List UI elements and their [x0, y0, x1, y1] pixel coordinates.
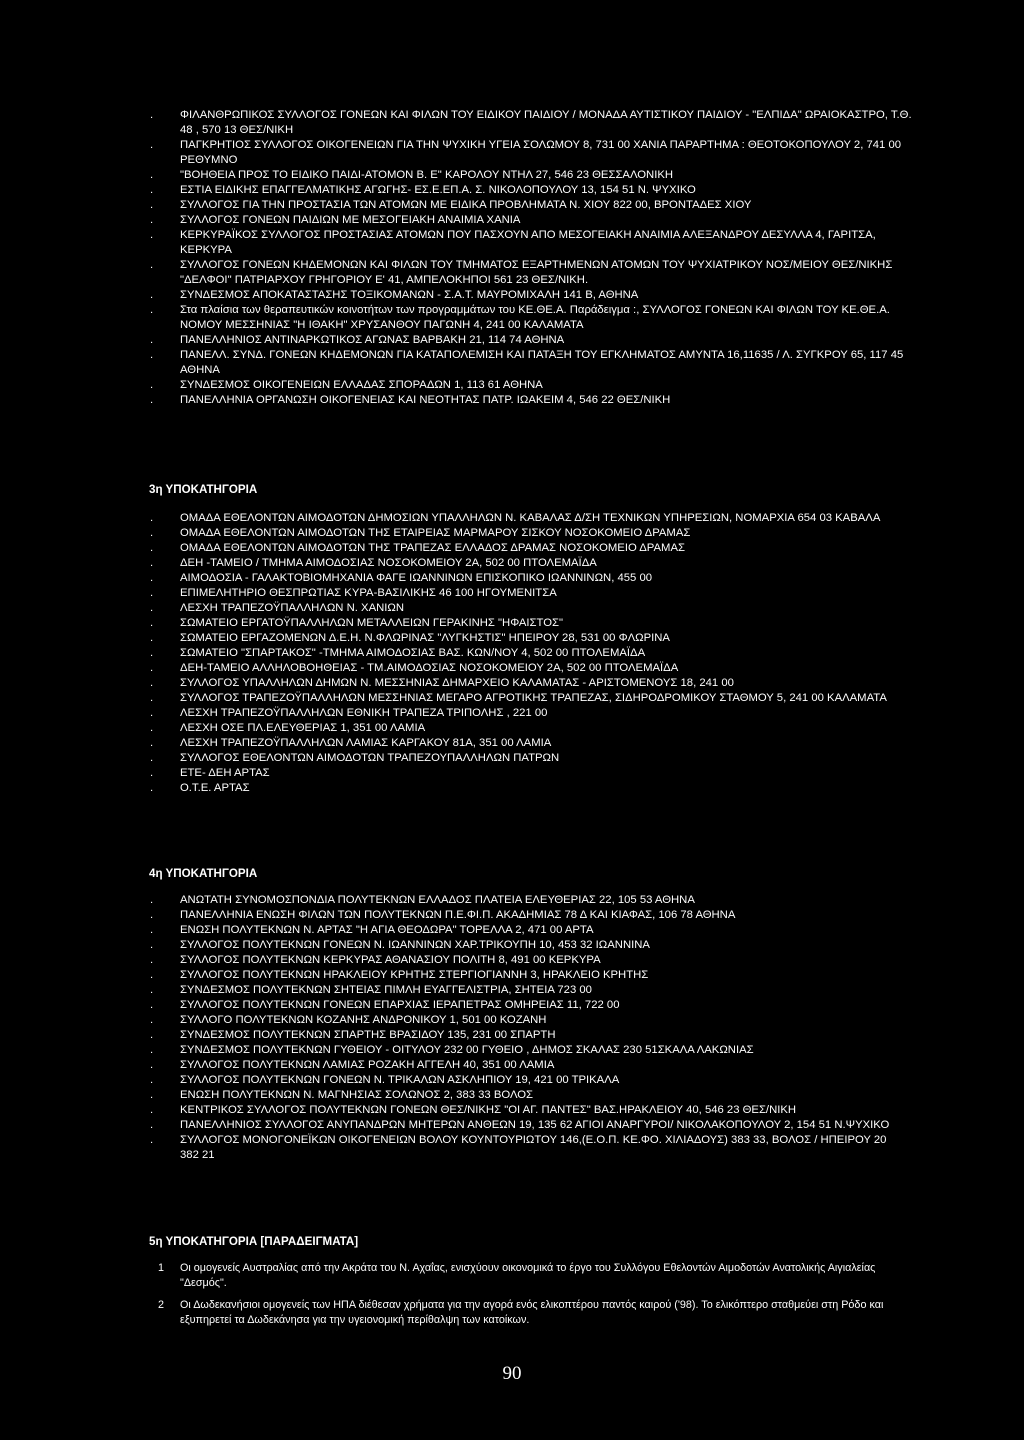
list-item-text: ΠΑΝΕΛΛΗΝΙΟΣ ΑΝΤΙΝΑΡΚΩΤΙΚΟΣ ΑΓΩΝΑΣ ΒΑΡΒΑΚΗ 21, 114 74 ΑΘΗΝΑ: [180, 334, 565, 346]
list-item-text: ΣΩΜΑΤΕΙΟ ΕΡΓΑΖΟΜΕΝΩΝ Δ.Ε.Η. Ν.ΦΛΩΡΙΝΑΣ "ΛΥΓΚΗΣΤΙΣ" ΗΠΕΙΡΟΥ 28, 531 00 ΦΛΩΡΙΝΑ: [180, 632, 670, 644]
list-item-text: ΔΕΗ-ΤΑΜΕΙΟ ΑΛΛΗΛΟΒΟΗΘΕΙΑΣ - ΤΜ.ΑΙΜΟΔΟΣΙΑΣ ΝΟΣΟΚΟΜΕΙΟΥ 2Α, 502 00 ΠΤΟΛΕΜΑΪΔΑ: [180, 662, 679, 674]
list-item-text: Ο.Τ.Ε. ΑΡΤΑΣ: [180, 782, 250, 794]
list-item-text: ΣΥΛΛΟΓΟΣ ΠΟΛΥΤΕΚΝΩΝ ΓΟΝΕΩΝ Ν. ΤΡΙΚΑΛΩΝ ΑΣΚΛΗΠΙΟΥ 19, 421 00 ΤΡΙΚΑΛΑ: [180, 1074, 620, 1086]
organization-list-category-3: [0, 511, 1024, 796]
list-item-text: ΣΥΛΛΟΓΟΣ ΥΠΑΛΛΗΛΩΝ ΔΗΜΩΝ Ν. ΜΕΣΣΗΝΙΑΣ ΔΗΜΑΡΧΕΙΟ ΚΑΛΑΜΑΤΑΣ - ΑΡΙΣΤΟΜΕΝΟΥΣ 18, 241 00: [180, 677, 734, 689]
list-item-text: ΑΙΜΟΔΟΣΙΑ - ΓΑΛΑΚΤΟΒΙΟΜΗΧΑΝΙΑ ΦΑΓΕ ΙΩΑΝΝΙΝΩΝ ΕΠΙΣΚΟΠΙΚΟ ΙΩΑΝΝΙΝΩΝ, 455 00: [180, 572, 653, 584]
list-item: [0, 1028, 1024, 1043]
list-item-text: ΣΥΛΛΟΓΟΣ ΕΘΕΛΟΝΤΩΝ ΑΙΜΟΔΟΤΩΝ ΤΡΑΠΕΖΟΥΠΑΛΛΗΛΩΝ ΠΑΤΡΩΝ: [180, 752, 560, 764]
bullet-icon: .: [150, 259, 154, 271]
bullet-icon: .: [150, 1044, 154, 1056]
list-item-text: ΛΕΣΧΗ ΤΡΑΠΕΖΟΫΠΑΛΛΗΛΩΝ ΛΑΜΙΑΣ ΚΑΡΓΑΚΟΥ 81Α, 351 00 ΛΑΜΙΑ: [180, 737, 552, 749]
list-item: [0, 108, 1024, 138]
list-item: [0, 348, 1024, 378]
list-item: [0, 736, 1024, 751]
list-item: [0, 1088, 1024, 1103]
list-item: [0, 213, 1024, 228]
list-item: [0, 721, 1024, 736]
list-item: [0, 288, 1024, 303]
list-item-text: ΦΙΛΑΝΘΡΩΠΙΚΟΣ ΣΥΛΛΟΓΟΣ ΓΟΝΕΩΝ ΚΑΙ ΦΙΛΩΝ ΤΟΥ ΕΙΔΙΚΟΥ ΠΑΙΔΙΟΥ / ΜΟΝΑΔΑ ΑΥΤΙΣΤΙΚΟΥ ΠΑΙΔΙΟΥ - "ΕΛΠΙΔΑ" ΩΡΑΙΟΚΑΣΤΡΟ, Τ.Θ. 48 , 570 13 ΘΕΣ/ΝΙΚΗ: [180, 109, 912, 136]
list-item-text: ΣΥΛΛΟΓΟΣ ΓΟΝΕΩΝ ΠΑΙΔΙΩΝ ΜΕ ΜΕΣΟΓΕΙΑΚΗ ΑΝΑΙΜΙΑ ΧΑΝΙΑ: [180, 214, 521, 226]
list-item-text: ΣΥΛΛΟΓΟΣ ΓΟΝΕΩΝ ΚΗΔΕΜΟΝΩΝ ΚΑΙ ΦΙΛΩΝ ΤΟΥ ΤΜΗΜΑΤΟΣ ΕΞΑΡΤΗΜΕΝΩΝ ΑΤΟΜΩΝ ΤΟΥ ΨΥΧΙΑΤΡΙΚΟΥ ΝΟΣ/ΜΕΙΟΥ ΘΕΣ/ΝΙΚΗΣ "ΔΕΛΦΟΙ" ΠΑΤΡΙΑΡΧΟΥ ΓΡΗΓΟΡΙΟΥ Ε' 41, ΑΜΠΕΛΟΚΗΠΟΙ 561 23 ΘΕΣ/ΝΙΚΗ.: [180, 259, 893, 286]
bullet-icon: .: [150, 647, 154, 659]
list-item: [0, 1133, 1024, 1163]
bullet-icon: .: [150, 984, 154, 996]
list-item: [0, 983, 1024, 998]
bullet-icon: .: [150, 1074, 154, 1086]
list-item: [0, 228, 1024, 258]
list-item-text: ΕΠΙΜΕΛΗΤΗΡΙΟ ΘΕΣΠΡΩΤΙΑΣ ΚΥΡΑ-ΒΑΣΙΛΙΚΗΣ 46 100 ΗΓΟΥΜΕΝΙΤΣΑ: [180, 587, 557, 599]
page-number: 90: [502, 1363, 522, 1384]
bullet-icon: .: [150, 707, 154, 719]
example-item: [0, 1261, 1024, 1291]
list-item: [0, 631, 1024, 646]
list-item-text: ΟΜΑΔΑ ΕΘΕΛΟΝΤΩΝ ΑΙΜΟΔΟΤΩΝ ΤΗΣ ΤΡΑΠΕΖΑΣ ΕΛΛΑΔΟΣ ΔΡΑΜΑΣ ΝΟΣΟΚΟΜΕΙΟ ΔΡΑΜΑΣ: [180, 542, 685, 554]
bullet-icon: .: [150, 677, 154, 689]
bullet-icon: .: [150, 572, 154, 584]
bullet-icon: .: [150, 722, 154, 734]
list-item: [0, 541, 1024, 556]
example-text: Οι ομογενείς Αυστραλίας από την Ακράτα του Ν. Αχαΐας, ενισχύουν οικονομικά το έργο του Συλλόγου Εθελοντών Αιμοδοτών Ανατολικής Αιγιαλείας "Δεσμός".: [180, 1262, 876, 1289]
list-item: [0, 646, 1024, 661]
list-item-text: ΣΩΜΑΤΕΙΟ "ΣΠΑΡΤΑΚΟΣ" -ΤΜΗΜΑ ΑΙΜΟΔΟΣΙΑΣ ΒΑΣ. ΚΩΝ/ΝΟΥ 4, 502 00 ΠΤΟΛΕΜΑΪΔΑ: [180, 647, 646, 659]
bullet-icon: .: [150, 969, 154, 981]
bullet-icon: .: [150, 542, 154, 554]
list-item: [0, 571, 1024, 586]
list-item: [0, 168, 1024, 183]
list-item-text: ΣΥΛΛΟΓΟΣ ΠΟΛΥΤΕΚΝΩΝ ΗΡΑΚΛΕΙΟΥ ΚΡΗΤΗΣ ΣΤΕΡΓΙΟΓΙΑΝΝΗ 3, ΗΡΑΚΛΕΙΟ ΚΡΗΤΗΣ: [180, 969, 649, 981]
bullet-icon: .: [150, 692, 154, 704]
list-item: [0, 893, 1024, 908]
heading-category-4: 4η ΥΠΟΚΑΤΗΓΟΡΙΑ: [149, 867, 258, 880]
list-item: [0, 393, 1024, 408]
list-item: [0, 706, 1024, 721]
list-item: [0, 198, 1024, 213]
bullet-icon: .: [150, 169, 154, 181]
list-item: [0, 781, 1024, 796]
bullet-icon: .: [150, 924, 154, 936]
bullet-icon: .: [150, 894, 154, 906]
list-item: [0, 1058, 1024, 1073]
bullet-icon: .: [150, 349, 154, 361]
list-item: [0, 751, 1024, 766]
list-item: [0, 998, 1024, 1013]
list-item: [0, 1073, 1024, 1088]
list-item-text: ΑΝΩΤΑΤΗ ΣΥΝΟΜΟΣΠΟΝΔΙΑ ΠΟΛΥΤΕΚΝΩΝ ΕΛΛΑΔΟΣ ΠΛΑΤΕΙΑ ΕΛΕΥΘΕΡΙΑΣ 22, 105 53 ΑΘΗΝΑ: [180, 894, 695, 906]
bullet-icon: .: [150, 767, 154, 779]
list-item-text: ΠΑΝΕΛΛ. ΣΥΝΔ. ΓΟΝΕΩΝ ΚΗΔΕΜΟΝΩΝ ΓΙΑ ΚΑΤΑΠΟΛΕΜΙΣΗ ΚΑΙ ΠΑΤΑΞΗ ΤΟΥ ΕΓΚΛΗΜΑΤΟΣ ΑΜΥΝΤΑ 16,11635 / Λ. ΣΥΓΚΡΟΥ 65, 117 45 ΑΘΗΝΑ: [180, 349, 904, 376]
bullet-icon: .: [150, 587, 154, 599]
bullet-icon: .: [150, 527, 154, 539]
bullet-icon: .: [150, 602, 154, 614]
bullet-icon: .: [150, 1104, 154, 1116]
bullet-icon: .: [150, 999, 154, 1011]
bullet-icon: .: [150, 1119, 154, 1131]
bullet-icon: .: [150, 214, 154, 226]
list-item-text: ΣΥΛΛΟΓΟΣ ΜΟΝΟΓΟΝΕΪΚΩΝ ΟΙΚΟΓΕΝΕΙΩΝ ΒΟΛΟΥ ΚΟΥΝΤΟΥΡΙΩΤΟΥ 146,(Ε.Ο.Π. ΚΕ.ΦΟ. ΧΙΛΙΑΔΟΥΣ) 383 33, ΒΟΛΟΣ / ΗΠΕΙΡΟΥ 20 382 21: [180, 1134, 887, 1161]
list-item: [0, 138, 1024, 168]
list-item-text: ΕΝΩΣΗ ΠΟΛΥΤΕΚΝΩΝ Ν. ΑΡΤΑΣ "Η ΑΓΙΑ ΘΕΟΔΩΡΑ" ΤΟΡΕΛΛΑ 2, 471 00 ΑΡΤΑ: [180, 924, 594, 936]
list-item-text: ΣΥΛΛΟΓΟΣ ΠΟΛΥΤΕΚΝΩΝ ΓΟΝΕΩΝ ΕΠΑΡΧΙΑΣ ΙΕΡΑΠΕΤΡΑΣ ΟΜΗΡΕΙΑΣ 11, 722 00: [180, 999, 620, 1011]
bullet-icon: .: [150, 1089, 154, 1101]
list-item-text: ΣΥΛΛΟΓΟΣ ΠΟΛΥΤΕΚΝΩΝ ΛΑΜΙΑΣ ΡΟΖΑΚΗ ΑΓΓΕΛΗ 40, 351 00 ΛΑΜΙΑ: [180, 1059, 555, 1071]
list-item-text: ΠΑΝΕΛΛΗΝΙΟΣ ΣΥΛΛΟΓΟΣ ΑΝΥΠΑΝΔΡΩΝ ΜΗΤΕΡΩΝ ΑΝΘΕΩΝ 19, 135 62 ΑΓΙΟΙ ΑΝΑΡΓΥΡΟΙ/ ΝΙΚΟΛΑΚΟΠΟΥΛΟΥ 2, 154 51 Ν.ΨΥΧΙΚΟ: [180, 1119, 890, 1131]
list-item-text: ΚΕΡΚΥΡΑΪΚΟΣ ΣΥΛΛΟΓΟΣ ΠΡΟΣΤΑΣΙΑΣ ΑΤΟΜΩΝ ΠΟΥ ΠΑΣΧΟΥΝ ΑΠΟ ΜΕΣΟΓΕΙΑΚΗ ΑΝΑΙΜΙΑ ΑΛΕΞΑΝΔΡΟΥ ΔΕΣΥΛΛΑ 4, ΓΑΡΙΤΣΑ, ΚΕΡΚΥΡΑ: [180, 229, 876, 256]
list-item: [0, 601, 1024, 616]
list-item: [0, 923, 1024, 938]
list-item: [0, 661, 1024, 676]
list-item-text: ΠΑΝΕΛΛΗΝΙΑ ΟΡΓΑΝΩΣΗ ΟΙΚΟΓΕΝΕΙΑΣ ΚΑΙ ΝΕΟΤΗΤΑΣ ΠΑΤΡ. ΙΩΑΚΕΙΜ 4, 546 22 ΘΕΣ/ΝΙΚΗ: [180, 394, 671, 406]
section-top: [0, 108, 1024, 408]
list-item: [0, 676, 1024, 691]
list-item: [0, 968, 1024, 983]
bullet-icon: .: [150, 782, 154, 794]
bullet-icon: .: [150, 752, 154, 764]
bullet-icon: .: [150, 1014, 154, 1026]
bullet-icon: .: [150, 662, 154, 674]
list-item-text: ΕΣΤΙΑ ΕΙΔΙΚΗΣ ΕΠΑΓΓΕΛΜΑΤΙΚΗΣ ΑΓΩΓΗΣ- ΕΣ.Ε.ΕΠ.Α. Σ. ΝΙΚΟΛΟΠΟΥΛΟΥ 13, 154 51 Ν. ΨΥΧΙΚΟ: [180, 184, 696, 196]
list-item: [0, 1013, 1024, 1028]
list-item-text: ΔΕΗ -ΤΑΜΕΙΟ / ΤΜΗΜΑ ΑΙΜΟΔΟΣΙΑΣ ΝΟΣΟΚΟΜΕΙΟΥ 2Α, 502 00 ΠΤΟΛΕΜΑΪΔΑ: [180, 557, 597, 569]
list-item-text: ΠΑΓΚΡΗΤΙΟΣ ΣΥΛΛΟΓΟΣ ΟΙΚΟΓΕΝΕΙΩΝ ΓΙΑ ΤΗΝ ΨΥΧΙΚΗ ΥΓΕΙΑ ΣΟΛΩΜΟΥ 8, 731 00 ΧΑΝΙΑ ΠΑΡΑΡΤΗΜΑ : ΘΕΟΤΟΚΟΠΟΥΛΟΥ 2, 741 00 ΡΕΘΥΜΝΟ: [180, 139, 902, 166]
bullet-icon: .: [150, 617, 154, 629]
bullet-icon: .: [150, 1134, 154, 1146]
list-item: [0, 556, 1024, 571]
bullet-icon: .: [150, 199, 154, 211]
list-item-text: ΣΥΝΔΕΣΜΟΣ ΠΟΛΥΤΕΚΝΩΝ ΓΥΘΕΙΟΥ - ΟΙΤΥΛΟΥ 232 00 ΓΥΘΕΙΟ , ΔΗΜΟΣ ΣΚΑΛΑΣ 230 51ΣΚΑΛΑ ΛΑΚΩΝΙΑΣ: [180, 1044, 754, 1056]
list-item: [0, 953, 1024, 968]
list-item: [0, 938, 1024, 953]
list-item-text: ΣΥΝΔΕΣΜΟΣ ΠΟΛΥΤΕΚΝΩΝ ΣΗΤΕΙΑΣ ΠΙΜΛΗ ΕΥΑΓΓΕΛΙΣΤΡΙΑ, ΣΗΤΕΙΑ 723 00: [180, 984, 592, 996]
bullet-icon: .: [150, 334, 154, 346]
bullet-icon: .: [150, 1029, 154, 1041]
list-item-text: ΣΥΛΛΟΓΟΣ ΤΡΑΠΕΖΟΫΠΑΛΛΗΛΩΝ ΜΕΣΣΗΝΙΑΣ ΜΕΓΑΡΟ ΑΓΡΟΤΙΚΗΣ ΤΡΑΠΕΖΑΣ, ΣΙΔΗΡΟΔΡΟΜΙΚΟΥ ΣΤΑΘΜΟΥ 5, 241 00 ΚΑΛΑΜΑΤΑ: [180, 692, 887, 704]
list-item-text: ΣΥΝΔΕΣΜΟΣ ΑΠΟΚΑΤΑΣΤΑΣΗΣ ΤΟΞΙΚΟΜΑΝΩΝ - Σ.Α.Τ. ΜΑΥΡΟΜΙΧΑΛΗ 141 Β, ΑΘΗΝΑ: [180, 289, 639, 301]
bullet-icon: .: [150, 737, 154, 749]
bullet-icon: .: [150, 394, 154, 406]
example-number: 2: [158, 1299, 165, 1311]
list-item-text: ΣΥΛΛΟΓΟ ΠΟΛΥΤΕΚΝΩΝ ΚΟΖΑΝΗΣ ΑΝΔΡΟΝΙΚΟΥ 1, 501 00 ΚΟΖΑΝΗ: [180, 1014, 547, 1026]
list-item: [0, 1103, 1024, 1118]
bullet-icon: .: [150, 954, 154, 966]
list-item: [0, 691, 1024, 706]
bullet-icon: .: [150, 512, 154, 524]
bullet-icon: .: [150, 289, 154, 301]
list-item: [0, 586, 1024, 601]
bullet-icon: .: [150, 1059, 154, 1071]
list-item-text: ΕΝΩΣΗ ΠΟΛΥΤΕΚΝΩΝ Ν. ΜΑΓΝΗΣΙΑΣ ΣΟΛΩΝΟΣ 2, 383 33 ΒΟΛΟΣ: [180, 1089, 534, 1101]
list-item-text: ΣΥΛΛΟΓΟΣ ΓΙΑ ΤΗΝ ΠΡΟΣΤΑΣΙΑ ΤΩΝ ΑΤΟΜΩΝ ΜΕ ΕΙΔΙΚΑ ΠΡΟΒΛΗΜΑΤΑ Ν. ΧΙΟΥ 822 00, ΒΡΟΝΤΑΔΕΣ ΧΙΟΥ: [180, 199, 752, 211]
bullet-icon: .: [150, 139, 154, 151]
bullet-icon: .: [150, 304, 154, 316]
list-item-text: ΚΕΝΤΡΙΚΟΣ ΣΥΛΛΟΓΟΣ ΠΟΛΥΤΕΚΝΩΝ ΓΟΝΕΩΝ ΘΕΣ/ΝΙΚΗΣ "ΟΙ ΑΓ. ΠΑΝΤΕΣ" ΒΑΣ.ΗΡΑΚΛΕΙΟΥ 40, 546 23 ΘΕΣ/ΝΙΚΗ: [180, 1104, 797, 1116]
organization-list-top: [0, 108, 1024, 408]
list-item-text: ΣΥΛΛΟΓΟΣ ΠΟΛΥΤΕΚΝΩΝ ΓΟΝΕΩΝ Ν. ΙΩΑΝΝΙΝΩΝ ΧΑΡ.ΤΡΙΚΟΥΠΗ 10, 453 32 ΙΩΑΝΝΙΝΑ: [180, 939, 650, 951]
list-item: [0, 616, 1024, 631]
bullet-icon: .: [150, 557, 154, 569]
list-item: [0, 1043, 1024, 1058]
organization-list-category-4: [0, 893, 1024, 1163]
example-item: [0, 1298, 1024, 1328]
list-item-text: ΣΥΝΔΕΣΜΟΣ ΠΟΛΥΤΕΚΝΩΝ ΣΠΑΡΤΗΣ ΒΡΑΣΙΔΟΥ 135, 231 00 ΣΠΑΡΤΗ: [180, 1029, 556, 1041]
list-item: [0, 378, 1024, 393]
list-item-text: Στα πλαίσια των θεραπευτικών κοινοτήτων των προγραμμάτων του ΚΕ.ΘΕ.Α. Παράδειγμα :, ΣΥΛΛΟΓΟΣ ΓΟΝΕΩΝ ΚΑΙ ΦΙΛΩΝ ΤΟΥ ΚΕ.ΘΕ.Α. ΝΟΜΟΥ ΜΕΣΣΗΝΙΑΣ "Η ΙΘΑΚΗ" ΧΡΥΣΑΝΘΟΥ ΠΑΓΩΝΗ 4, 241 00 ΚΑΛΑΜΑΤΑ: [180, 304, 890, 331]
list-item-text: ΠΑΝΕΛΛΗΝΙΑ ΕΝΩΣΗ ΦΙΛΩΝ ΤΩΝ ΠΟΛΥΤΕΚΝΩΝ Π.Ε.ΦΙ.Π. ΑΚΑΔΗΜΙΑΣ 78 Δ ΚΑΙ ΚΙΑΦΑΣ, 106 78 ΑΘΗΝΑ: [180, 909, 736, 921]
list-item-text: ΛΕΣΧΗ ΤΡΑΠΕΖΟΫΠΑΛΛΗΛΩΝ Ν. ΧΑΝΙΩΝ: [180, 602, 405, 614]
example-number: 1: [158, 1262, 165, 1274]
list-item-text: ΣΥΛΛΟΓΟΣ ΠΟΛΥΤΕΚΝΩΝ ΚΕΡΚΥΡΑΣ ΑΘΑΝΑΣΙΟΥ ΠΟΛΙΤΗ 8, 491 00 ΚΕΡΚΥΡΑ: [180, 954, 601, 966]
section-category-5: [0, 1261, 1024, 1335]
bullet-icon: .: [150, 184, 154, 196]
list-item: [0, 303, 1024, 333]
list-item: [0, 333, 1024, 348]
list-item-text: ΛΕΣΧΗ ΤΡΑΠΕΖΟΫΠΑΛΛΗΛΩΝ ΕΘΝΙΚΗ ΤΡΑΠΕΖΑ ΤΡΙΠΟΛΗΣ , 221 00: [180, 707, 548, 719]
list-item-text: ΣΥΝΔΕΣΜΟΣ ΟΙΚΟΓΕΝΕΙΩΝ ΕΛΛΑΔΑΣ ΣΠΟΡΑΔΩΝ 1, 113 61 ΑΘΗΝΑ: [180, 379, 543, 391]
bullet-icon: .: [150, 939, 154, 951]
list-item-text: ΛΕΣΧΗ ΟΣΕ ΠΛ.ΕΛΕΥΘΕΡΙΑΣ 1, 351 00 ΛΑΜΙΑ: [180, 722, 426, 734]
heading-category-3: 3η ΥΠΟΚΑΤΗΓΟΡΙΑ: [149, 483, 258, 496]
list-item: [0, 183, 1024, 198]
list-item-text: ΟΜΑΔΑ ΕΘΕΛΟΝΤΩΝ ΑΙΜΟΔΟΤΩΝ ΔΗΜΟΣΙΩΝ ΥΠΑΛΛΗΛΩΝ Ν. ΚΑΒΑΛΑΣ Δ/ΣΗ ΤΕΧΝΙΚΩΝ ΥΠΗΡΕΣΙΩΝ, ΝΟΜΑΡΧΙΑ 654 03 ΚΑΒΑΛΑ: [180, 512, 881, 524]
list-item: [0, 258, 1024, 288]
section-category-4: [0, 893, 1024, 1163]
examples-list: [0, 1261, 1024, 1328]
bullet-icon: .: [150, 909, 154, 921]
list-item-text: ΣΩΜΑΤΕΙΟ ΕΡΓΑΤΟΫΠΑΛΛΗΛΩΝ ΜΕΤΑΛΛΕΙΩΝ ΓΕΡΑΚΙΝΗΣ "ΗΦΑΙΣΤΟΣ": [180, 617, 564, 629]
section-category-3: [0, 511, 1024, 796]
list-item: [0, 526, 1024, 541]
example-text: Οι Δωδεκανήσιοι ομογενείς των ΗΠΑ διέθεσαν χρήματα για την αγορά ενός ελικοπτέρου παντός καιρού ('98). Το ελικόπτερο σταθμεύει στη Ρόδο και εξυπηρετεί τα Δωδεκάνησα για την υγειονομική περίθαλψη των κατοίκων.: [180, 1299, 884, 1326]
list-item: [0, 1118, 1024, 1133]
list-item-text: ΕΤΕ- ΔΕΗ ΑΡΤΑΣ: [180, 767, 270, 779]
bullet-icon: .: [150, 109, 154, 121]
list-item: [0, 766, 1024, 781]
bullet-icon: .: [150, 229, 154, 241]
list-item-text: ΟΜΑΔΑ ΕΘΕΛΟΝΤΩΝ ΑΙΜΟΔΟΤΩΝ ΤΗΣ ΕΤΑΙΡΕΙΑΣ ΜΑΡΜΑΡΟΥ ΣΙΣΚΟΥ ΝΟΣΟΚΟΜΕΙΟ ΔΡΑΜΑΣ: [180, 527, 691, 539]
list-item: [0, 908, 1024, 923]
heading-category-5: 5η ΥΠΟΚΑΤΗΓΟΡΙΑ [ΠΑΡΑΔΕΙΓΜΑΤΑ]: [149, 1235, 359, 1248]
list-item-text: "ΒΟΗΘΕΙΑ ΠΡΟΣ ΤΟ ΕΙΔΙΚΟ ΠΑΙΔΙ-ΑΤΟΜΟΝ Β. Ε" ΚΑΡΟΛΟΥ ΝΤΗΛ 27, 546 23 ΘΕΣΣΑΛΟΝΙΚΗ: [180, 169, 674, 181]
bullet-icon: .: [150, 632, 154, 644]
bullet-icon: .: [150, 379, 154, 391]
list-item: [0, 511, 1024, 526]
